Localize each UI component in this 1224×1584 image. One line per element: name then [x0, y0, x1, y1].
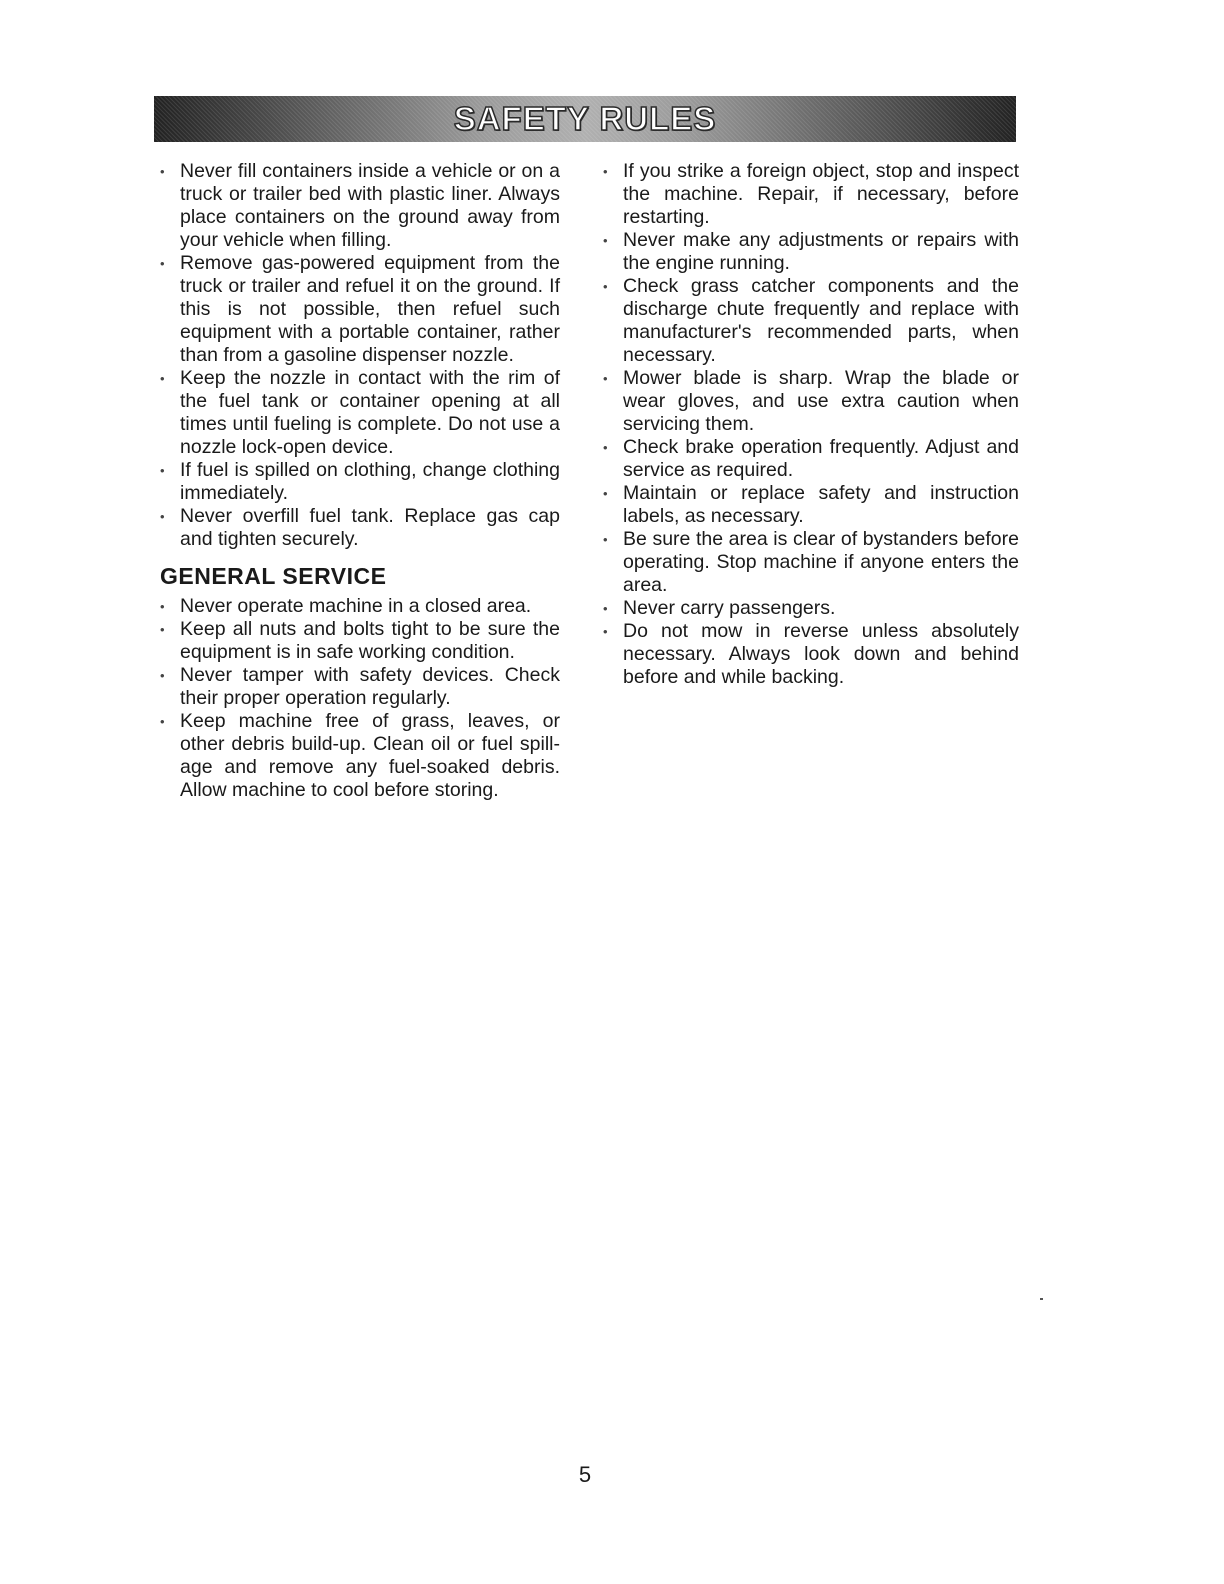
section-banner	[154, 96, 1016, 142]
list-item: • Never operate machine in a closed area.	[160, 595, 560, 618]
list-item: • Never overfill fuel tank. Replace gas cap and tighten securely.	[160, 505, 560, 551]
list-item: • Check grass catcher components and the discharge chute frequently and replace with manufacturer's recommended parts, when necessary.	[603, 275, 1019, 367]
list-item: • Mower blade is sharp. Wrap the blade or wear gloves, and use extra caution when servicing them.	[603, 367, 1019, 436]
list-item: • If fuel is spilled on clothing, change clothing immediately.	[160, 459, 560, 505]
fuel-safety-list	[160, 160, 560, 551]
general-service-heading: GENERAL SERVICE	[160, 563, 387, 589]
list-item: • Never tamper with safety devices. Check their proper operation regularly.	[160, 664, 560, 710]
list-item: • Remove gas-powered equipment from the truck or trailer and refuel it on the ground. If this is not possible, then refuel such equipment with a portable container, rather than from a gasoline dispenser nozzle.	[160, 252, 560, 367]
scan-speck	[1040, 1298, 1043, 1300]
right-column	[603, 160, 1019, 689]
list-item: • Keep all nuts and bolts tight to be sure the equipment is in safe working condition.	[160, 618, 560, 664]
list-item: • If you strike a foreign object, stop and inspect the machine. Repair, if necessary, before restarting.	[603, 160, 1019, 229]
list-item: • Keep machine free of grass, leaves, or other debris build-up. Clean oil or fuel spill-age and remove any fuel-soaked debris. Allow machine to cool before storing.	[160, 710, 560, 802]
left-column	[160, 160, 560, 802]
list-item: • Be sure the area is clear of bystanders before operating. Stop machine if anyone enters the area.	[603, 528, 1019, 597]
list-item: • Keep the nozzle in contact with the rim of the fuel tank or container opening at all times until fueling is complete. Do not use a nozzle lock-open device.	[160, 367, 560, 459]
list-item: • Do not mow in reverse unless absolutely necessary. Always look down and behind before and while backing.	[603, 620, 1019, 689]
general-service-list	[160, 595, 560, 802]
page-number: 5	[578, 1462, 592, 1487]
service-safety-list	[603, 160, 1019, 689]
list-item: • Never carry passengers.	[603, 597, 1019, 620]
list-item: • Maintain or replace safety and instruction labels, as necessary.	[603, 482, 1019, 528]
banner-title: SAFETY RULES	[453, 100, 717, 137]
list-item: • Never fill containers inside a vehicle or on a truck or trailer bed with plastic liner. Always place containers on the ground away from your vehicle when filling.	[160, 160, 560, 252]
list-item: • Never make any adjustments or repairs with the engine running.	[603, 229, 1019, 275]
list-item: • Check brake operation frequently. Adjust and service as required.	[603, 436, 1019, 482]
